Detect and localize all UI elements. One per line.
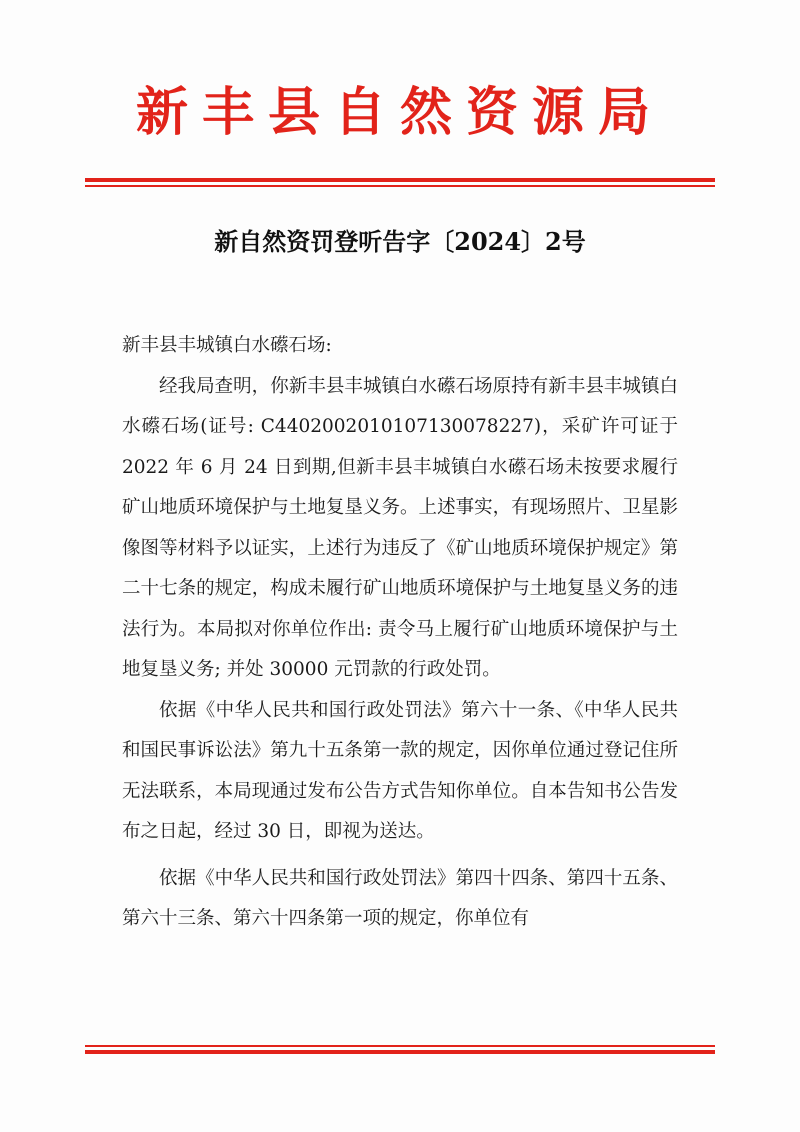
footer-red-rule-thick xyxy=(85,1050,715,1054)
document-number: 新自然资罚登听告字〔2024〕2号 xyxy=(214,227,586,256)
footer-red-rule-thin xyxy=(85,1045,715,1047)
body-paragraph-rights: 依据《中华人民共和国行政处罚法》第四十四条、第四十五条、第六十三条、第六十四条第一项的规定，你单位有 xyxy=(122,867,678,929)
addressee: 新丰县丰城镇白水礤石场: xyxy=(122,335,332,356)
document-body xyxy=(122,326,678,940)
header-red-rule-thick xyxy=(85,178,715,182)
header-red-rule-thin xyxy=(85,185,715,187)
body-paragraph-findings: 经我局查明，你新丰县丰城镇白水礤石场原持有新丰县丰城镇白水礤石场(证号: C4402002010107130078227)，采矿许可证于 2022 年 6 月 24 日到期,但新丰县丰城镇白水礤石场未按要求履行矿山地质环境保护与土地复垦义务。上述事实，有现场照片、卫星影像图等材料予以证实，上述行为违反了《矿山地质环境保护规定》第二十七条的规定，构成未履行矿山地质环境保护与土地复垦义务的违法行为。本局拟对你单位作出: 责令马上履行矿山地质环境保护与土地复垦义务; 并处 30000 元罚款的行政处罚。 xyxy=(122,375,678,680)
footer-red-rule xyxy=(85,1045,715,1054)
body-paragraph-service: 依据《中华人民共和国行政处罚法》第六十一条、《中华人民共和国民事诉讼法》第九十五条第一款的规定，因你单位通过登记住所无法联系，本局现通过发布公告方式告知你单位。自本告知书公告发布之日起，经过 30 日，即视为送达。 xyxy=(122,699,678,842)
header-red-rule xyxy=(85,178,715,187)
agency-title: 新丰县自然资源局 xyxy=(135,82,664,143)
